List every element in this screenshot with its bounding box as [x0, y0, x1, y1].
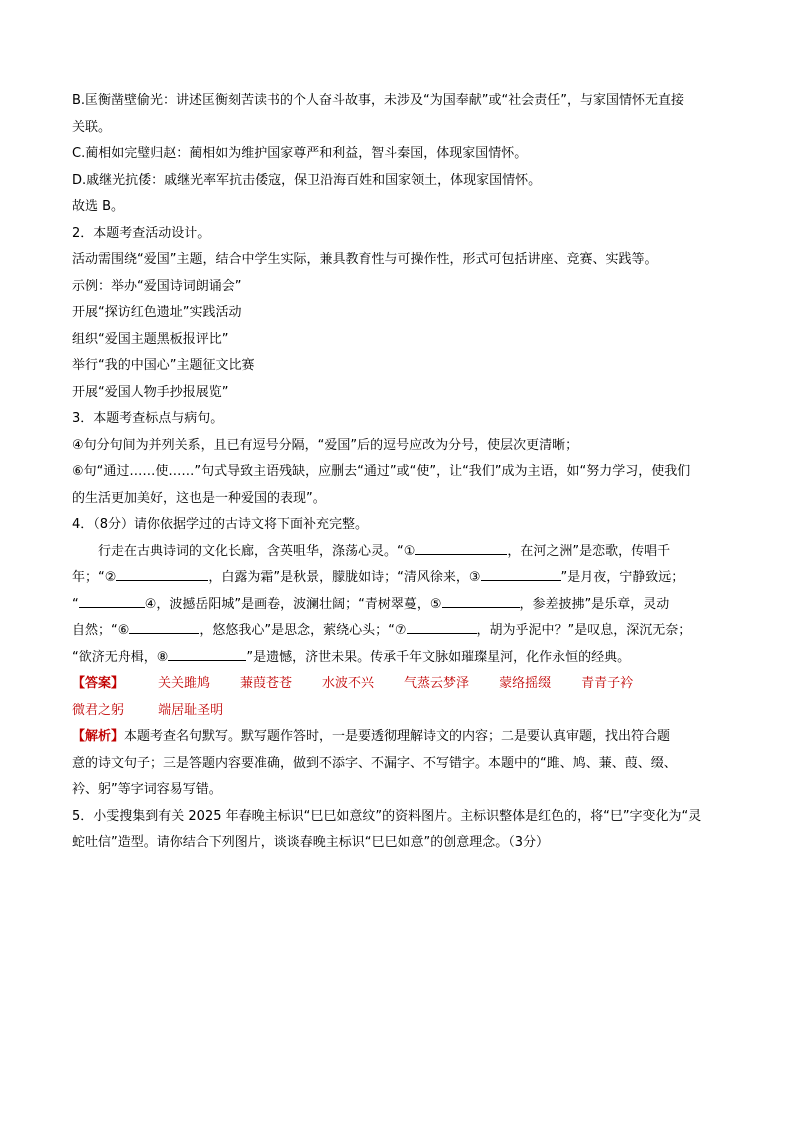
answer-item: 关关雎鸠 [158, 676, 211, 691]
q4-passage-line: 年；“② ，白露为霜”是秋景，朦胧如诗；“清风徐来，③ ”是月夜，宁静致远； [72, 565, 724, 592]
answer-item: 气蒸云梦泽 [404, 676, 470, 691]
analysis-line: 意的诗文句子；三是答题内容要准确，做到不添字、不漏字、不写错字。本题中的“雎、鸠、蒹、葭、缀、 [72, 755, 677, 771]
option-d-text: D.戚继光抗倭：戚继光率军抗击倭寇，保卫沿海百姓和国家领土，体现家国情怀。 [72, 172, 542, 188]
q3-explanation-6: ⑥句“通过……使……”句式导致主语残缺，应删去“通过”或“使”，让“我们”成为主语，如“努力学习，使我们 [72, 464, 691, 479]
blank-8[interactable] [168, 646, 246, 661]
q4-heading: 4．（8分）请你依据学过的古诗文将下面补充完整。 [72, 517, 369, 532]
q3-heading: 3．本题考查标点与病句。 [72, 411, 224, 426]
answer-row [72, 671, 724, 698]
analysis-line: 衿、躬”等字词容易写错。 [72, 782, 222, 797]
blank-4[interactable] [79, 593, 145, 608]
answer-item: 蒹葭苍苍 [240, 676, 293, 691]
q2-example-item: 组织“爱国主题黑板报评比” [72, 331, 229, 347]
answer-item: 水波不兴 [322, 676, 375, 691]
blank-5[interactable] [442, 593, 520, 608]
analysis-line: 【解析】本题考查名句默写。默写题作答时，一是要透彻理解诗文的内容；二是要认真审题，找出符合题 [72, 729, 671, 744]
q2-example-item: 开展“探访红色遗址”实践活动 [72, 305, 242, 320]
blank-1[interactable] [415, 540, 507, 555]
q4-passage-line: “ ④，波撼岳阳城”是画卷，波澜壮阔；“青树翠蔓，⑤ ，参差披拂”是乐章，灵动 [72, 592, 724, 619]
q3-explanation-6-cont: 的生活更加美好，这也是一种爱国的表现”。 [72, 490, 326, 506]
answer-row-2 [72, 698, 724, 725]
blank-7[interactable] [407, 619, 477, 634]
q4-passage-line: “欲济无舟楫，⑧ ”是遗憾，济世未果。传承千年文脉如璀璨星河，化作永恒的经典。 [72, 645, 724, 672]
q2-heading: 2．本题考查活动设计。 [72, 225, 211, 241]
q2-example-item: 开展“爱国人物手抄报展览” [72, 384, 229, 400]
option-b-text: B.匡衡凿壁偷光：讲述匡衡刻苦读书的个人奋斗故事，未涉及“为国奉献”或“社会责任”，与家国情怀无直接 [72, 93, 684, 108]
answer-item: 青青子衿 [581, 676, 634, 691]
answer-tag: 【答案】 [72, 676, 125, 691]
q2-explanation: 活动需围绕“爱国”主题，结合中学生实际，兼具教育性与可操作性，形式可包括讲座、竞赛、实践等。 [72, 252, 658, 267]
q4-passage-line: 行走在古典诗词的文化长廊，含英咀华，涤荡心灵。“① ，在河之洲”是恋歌，传唱千 [72, 539, 724, 566]
analysis-tag: 【解析】 [72, 729, 125, 744]
q2-example: 示例：举办“爱国诗词朗诵会” [72, 278, 242, 294]
q3-explanation-4: ④句分句间为并列关系，且已有逗号分隔，“爱国”后的逗号应改为分号，使层次更清晰； [72, 437, 579, 453]
q2-example-item: 举行“我的中国心”主题征文比赛 [72, 358, 255, 373]
choice-conclusion: 故选 B。 [72, 199, 125, 214]
answer-item: 蒙络摇缀 [499, 676, 552, 691]
q5-text-cont: 蛇吐信”造型。请你结合下列图片，谈谈春晚主标识“巳巳如意”的创意理念。（3分） [72, 835, 549, 850]
document-page [72, 88, 724, 857]
option-b-text-cont: 关联。 [72, 119, 112, 135]
blank-6[interactable] [129, 619, 199, 634]
q4-passage-line: 自然；“⑥ ，悠悠我心”是思念，萦绕心头；“⑦ ，胡为乎泥中？”是叹息，深沉无奈； [72, 618, 724, 645]
answer-item: 微君之躬 [72, 702, 125, 718]
option-c-text: C.蔺相如完璧归赵：蔺相如为维护国家尊严和利益，智斗秦国，体现家国情怀。 [72, 146, 528, 161]
blank-3[interactable] [481, 566, 561, 581]
blank-2[interactable] [116, 566, 208, 581]
q5-text: 5．小雯搜集到有关 2025 年春晚主标识“巳巳如意纹”的资料图片。主标识整体是红色的，将“巳”字变化为“灵 [72, 808, 702, 824]
answer-item: 端居耻圣明 [158, 702, 224, 718]
